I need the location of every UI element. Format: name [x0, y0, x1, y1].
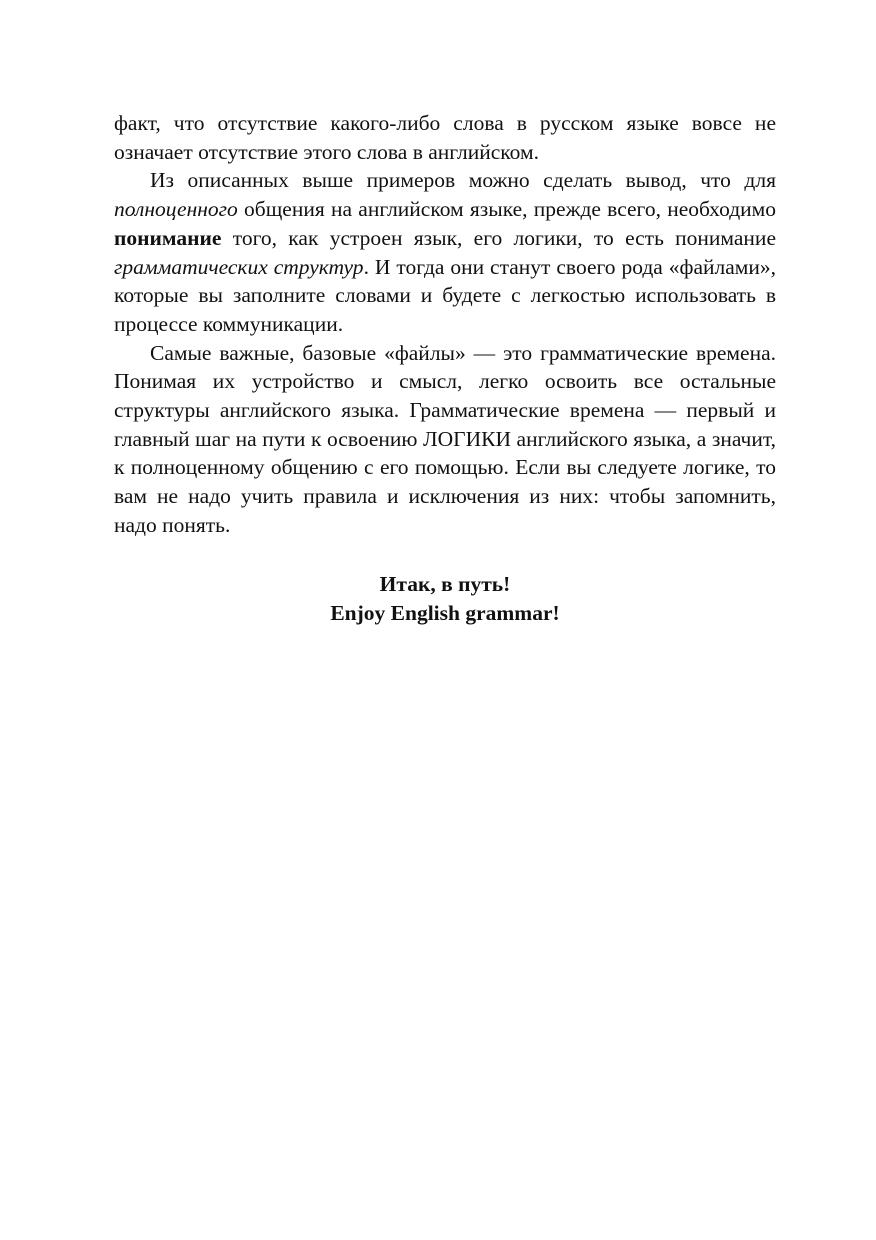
closing-block [114, 570, 776, 628]
paragraph-text-segment: того, как устроен язык, его логики, то есть понимание [221, 225, 776, 250]
closing-line-en: Enjoy English grammar! [330, 600, 560, 625]
paragraph-tenses: Самые важные, базовые «файлы» — это грамматические времена. Понимая их устройство и смысл, легко освоить все остальные структуры английского языка. Грамматические времена — первый и главный шаг на пути к освоению ЛОГИКИ английского языка, а значит, к полноценному общению с его помощью. Если вы следуете логике, то вам не надо учить правила и исключения из них: чтобы запомнить, надо понять. [114, 340, 776, 537]
italic-term-grammar-structures: грамматических структур [114, 254, 364, 279]
paragraph-text-segment: общения на английском языке, прежде всего, необходимо [237, 197, 776, 222]
paragraph-text-segment: Из описанных выше примеров можно сделать вывод, что для [150, 168, 776, 193]
italic-term-full: полноценного [114, 197, 238, 222]
page-body [114, 109, 776, 628]
paragraph-conclusion [114, 166, 776, 338]
paragraph-text-segment: . И тогда они станут своего рода «файлами», которые вы заполните словами и будете с легкостью использовать в процессе коммуникации. [114, 254, 776, 336]
closing-line-ru: Итак, в путь! [379, 571, 511, 596]
paragraph-continuation: факт, что отсутствие какого-либо слова в русском языке вовсе не означает отсутствие этого слова в английском. [114, 111, 776, 164]
bold-term-understanding: понимание [114, 225, 222, 250]
